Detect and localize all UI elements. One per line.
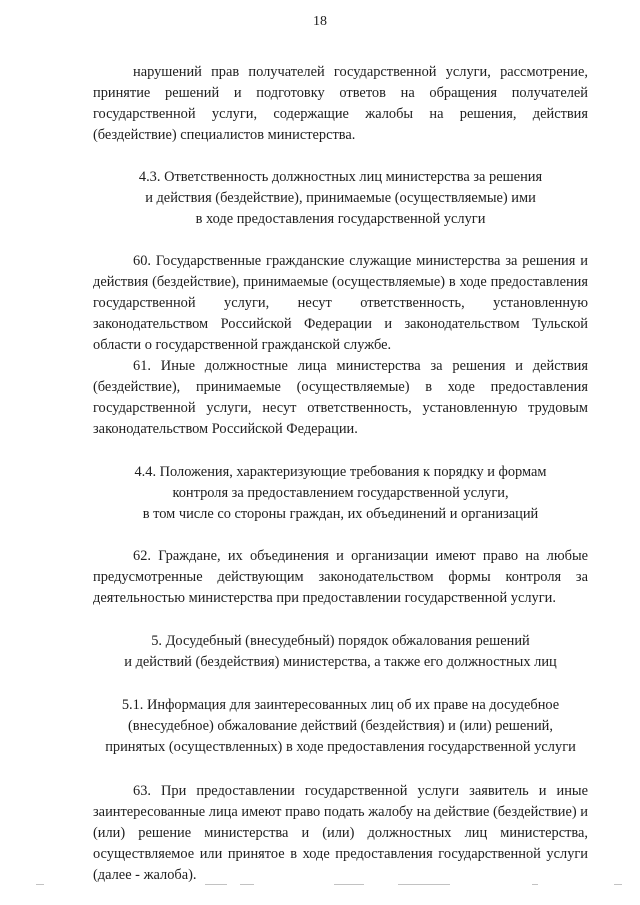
heading-line: (внесудебное) обжалование действий (бездействия) и (или) решений,: [128, 718, 553, 734]
section-heading-4-3: [93, 167, 588, 230]
paragraph-62: 62. Граждане, их объединения и организации имеют право на любые предусмотренные действующим законодательством формы контроля за деятельностью министерства при предоставлении государственной услуги.: [93, 548, 588, 606]
page-number: 18: [313, 14, 327, 29]
document-body: [93, 62, 588, 886]
section-heading-4-4: [93, 462, 588, 525]
paragraph-continuation: нарушений прав получателей государственной услуги, рассмотрение, принятие решений и подготовку ответов на обращения получателей государственной услуги, содержащие жалобы на решения, действия (бездействие) специалистов министерства.: [93, 64, 588, 143]
heading-line: принятых (осуществленных) в ходе предоставления государственной услуги: [105, 739, 576, 755]
heading-line: 4.4. Положения, характеризующие требования к порядку и формам: [134, 464, 547, 480]
heading-line: в ходе предоставления государственной услуги: [195, 211, 486, 227]
heading-line: 5. Досудебный (внесудебный) порядок обжалования решений: [151, 633, 530, 649]
heading-line: в том числе со стороны граждан, их объединений и организаций: [142, 506, 539, 522]
heading-line: 4.3. Ответственность должностных лиц министерства за решения: [138, 169, 543, 185]
heading-line: контроля за предоставлением государственной услуги,: [172, 485, 509, 501]
section-heading-5: [93, 631, 588, 673]
heading-line: 5.1. Информация для заинтересованных лиц об их праве на досудебное: [121, 697, 560, 713]
paragraph-63: 63. При предоставлении государственной услуги заявитель и иные заинтересованные лица имеют право подать жалобу на действие (бездействие) и (или) решение министерства и (или) должностных лиц министерства, осуществляемое или принятое в ходе предоставления государственной услуги (далее - жалоба).: [93, 783, 588, 883]
paragraph-61: 61. Иные должностные лица министерства за решения и действия (бездействие), принимаемые (осуществляемые) в ходе предоставления государственной услуги, несут ответственность, установленную трудовым законодательством Российской Федерации.: [93, 358, 588, 437]
heading-line: и действий (бездействия) министерства, а также его должностных лиц: [124, 654, 557, 670]
section-heading-5-1: [93, 695, 588, 758]
heading-line: и действия (бездействие), принимаемые (осуществляемые) ими: [145, 190, 536, 206]
paragraph-60: 60. Государственные гражданские служащие министерства за решения и действия (бездействие), принимаемые (осуществляемые) в ходе предоставления государственной услуги, несут ответственность, установленную законодательством Российской Федерации и законодательством Тульской области о государственной гражданской службе.: [93, 253, 588, 353]
